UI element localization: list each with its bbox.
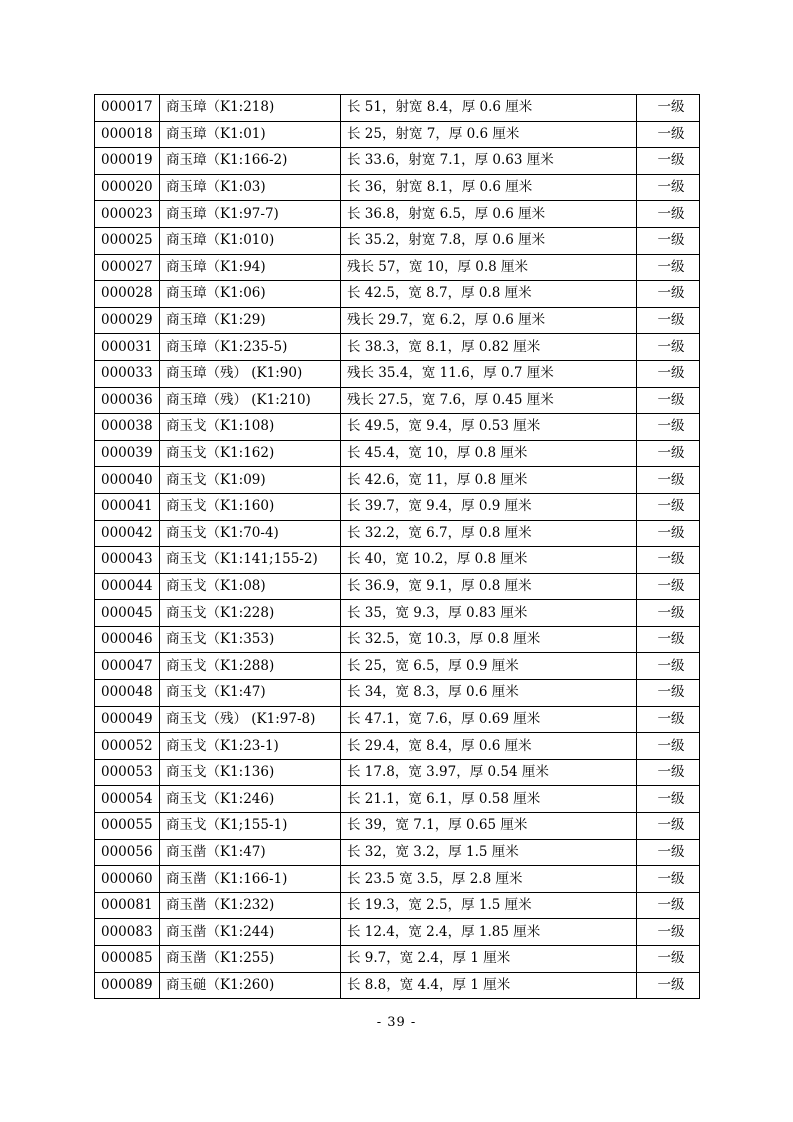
relic-id-cell: 000025 — [95, 227, 160, 254]
relic-name-cell: 商玉凿（K1:166-1) — [160, 866, 341, 893]
relic-name-cell: 商玉璋（K1:03) — [160, 174, 341, 201]
relic-id-cell: 000038 — [95, 414, 160, 441]
relic-name-cell: 商玉戈（K1:141;155-2) — [160, 547, 341, 574]
table-row — [95, 706, 700, 733]
relic-grade-cell: 一级 — [637, 600, 700, 627]
table-row — [95, 653, 700, 680]
relic-id-cell: 000042 — [95, 520, 160, 547]
table-row — [95, 414, 700, 441]
table-row — [95, 227, 700, 254]
relic-grade-cell: 一级 — [637, 148, 700, 175]
relic-id-cell: 000043 — [95, 547, 160, 574]
table-row — [95, 547, 700, 574]
relic-grade-cell: 一级 — [637, 626, 700, 653]
table-row — [95, 972, 700, 999]
relic-name-cell: 商玉戈（K1;155-1) — [160, 813, 341, 840]
relic-size-cell: 长 45.4，宽 10，厚 0.8 厘米 — [341, 440, 637, 467]
relic-id-cell: 000052 — [95, 733, 160, 760]
relic-size-cell: 残长 57，宽 10，厚 0.8 厘米 — [341, 254, 637, 281]
relic-id-cell: 000060 — [95, 866, 160, 893]
relic-size-cell: 长 21.1，宽 6.1，厚 0.58 厘米 — [341, 786, 637, 813]
table-row — [95, 946, 700, 973]
relic-name-cell: 商玉戈（K1:23-1) — [160, 733, 341, 760]
table-row — [95, 440, 700, 467]
table-row — [95, 839, 700, 866]
table-row — [95, 919, 700, 946]
relic-grade-cell: 一级 — [637, 680, 700, 707]
relic-grade-cell: 一级 — [637, 946, 700, 973]
relic-name-cell: 商玉戈（K1:228) — [160, 600, 341, 627]
relic-id-cell: 000031 — [95, 334, 160, 361]
table-row — [95, 174, 700, 201]
relic-name-cell: 商玉璋（K1:218) — [160, 95, 341, 122]
table-body — [95, 95, 700, 999]
table-row — [95, 467, 700, 494]
relic-name-cell: 商玉磓（K1:260) — [160, 972, 341, 999]
relic-grade-cell: 一级 — [637, 972, 700, 999]
relic-id-cell: 000056 — [95, 839, 160, 866]
table-row — [95, 759, 700, 786]
relic-grade-cell: 一级 — [637, 414, 700, 441]
relic-size-cell: 长 35，宽 9.3，厚 0.83 厘米 — [341, 600, 637, 627]
relic-size-cell: 长 35.2，射宽 7.8，厚 0.6 厘米 — [341, 227, 637, 254]
relic-grade-cell: 一级 — [637, 387, 700, 414]
relic-grade-cell: 一级 — [637, 866, 700, 893]
relic-size-cell: 残长 27.5，宽 7.6，厚 0.45 厘米 — [341, 387, 637, 414]
relic-id-cell: 000054 — [95, 786, 160, 813]
relic-size-cell: 长 47.1，宽 7.6，厚 0.69 厘米 — [341, 706, 637, 733]
relic-id-cell: 000048 — [95, 680, 160, 707]
relic-size-cell: 长 42.5，宽 8.7，厚 0.8 厘米 — [341, 281, 637, 308]
relic-grade-cell: 一级 — [637, 839, 700, 866]
relic-name-cell: 商玉戈（K1:288) — [160, 653, 341, 680]
relic-grade-cell: 一级 — [637, 653, 700, 680]
relic-size-cell: 残长 29.7，宽 6.2，厚 0.6 厘米 — [341, 307, 637, 334]
relic-name-cell: 商玉戈（K1:353) — [160, 626, 341, 653]
relic-id-cell: 000081 — [95, 892, 160, 919]
relic-size-cell: 长 9.7，宽 2.4，厚 1 厘米 — [341, 946, 637, 973]
relic-grade-cell: 一级 — [637, 334, 700, 361]
table-row — [95, 95, 700, 122]
relic-name-cell: 商玉戈（K1:108) — [160, 414, 341, 441]
table-row — [95, 866, 700, 893]
relic-name-cell: 商玉凿（K1:244) — [160, 919, 341, 946]
relic-grade-cell: 一级 — [637, 786, 700, 813]
table-row — [95, 680, 700, 707]
relic-id-cell: 000020 — [95, 174, 160, 201]
relic-grade-cell: 一级 — [637, 201, 700, 228]
table-row — [95, 600, 700, 627]
relic-name-cell: 商玉璋（残） (K1:90) — [160, 360, 341, 387]
relic-size-cell: 长 19.3，宽 2.5，厚 1.5 厘米 — [341, 892, 637, 919]
relic-grade-cell: 一级 — [637, 281, 700, 308]
relic-id-cell: 000033 — [95, 360, 160, 387]
relic-size-cell: 长 25，射宽 7，厚 0.6 厘米 — [341, 121, 637, 148]
relic-grade-cell: 一级 — [637, 706, 700, 733]
table-row — [95, 334, 700, 361]
relic-grade-cell: 一级 — [637, 121, 700, 148]
relic-size-cell: 长 49.5，宽 9.4，厚 0.53 厘米 — [341, 414, 637, 441]
relic-size-cell: 长 38.3，宽 8.1，厚 0.82 厘米 — [341, 334, 637, 361]
relic-name-cell: 商玉璋（残） (K1:210) — [160, 387, 341, 414]
relic-id-cell: 000036 — [95, 387, 160, 414]
relic-name-cell: 商玉凿（K1:47) — [160, 839, 341, 866]
table-row — [95, 148, 700, 175]
relic-id-cell: 000047 — [95, 653, 160, 680]
relic-id-cell: 000029 — [95, 307, 160, 334]
table-row — [95, 121, 700, 148]
table-row — [95, 307, 700, 334]
relic-id-cell: 000023 — [95, 201, 160, 228]
relic-grade-cell: 一级 — [637, 227, 700, 254]
relic-id-cell: 000053 — [95, 759, 160, 786]
relic-id-cell: 000039 — [95, 440, 160, 467]
relic-size-cell: 长 8.8，宽 4.4，厚 1 厘米 — [341, 972, 637, 999]
relic-grade-cell: 一级 — [637, 573, 700, 600]
table-row — [95, 520, 700, 547]
relic-id-cell: 000089 — [95, 972, 160, 999]
relic-catalog-table — [94, 94, 700, 999]
relic-name-cell: 商玉璋（K1:06) — [160, 281, 341, 308]
relic-size-cell: 长 29.4，宽 8.4，厚 0.6 厘米 — [341, 733, 637, 760]
relic-name-cell: 商玉戈（K1:09) — [160, 467, 341, 494]
relic-name-cell: 商玉凿（K1:232) — [160, 892, 341, 919]
relic-id-cell: 000017 — [95, 95, 160, 122]
relic-size-cell: 长 34，宽 8.3，厚 0.6 厘米 — [341, 680, 637, 707]
relic-name-cell: 商玉戈（K1:160) — [160, 493, 341, 520]
relic-name-cell: 商玉璋（K1:01) — [160, 121, 341, 148]
table-row — [95, 360, 700, 387]
table-row — [95, 813, 700, 840]
relic-grade-cell: 一级 — [637, 813, 700, 840]
relic-id-cell: 000018 — [95, 121, 160, 148]
relic-grade-cell: 一级 — [637, 467, 700, 494]
relic-name-cell: 商玉戈（K1:136) — [160, 759, 341, 786]
relic-id-cell: 000046 — [95, 626, 160, 653]
relic-size-cell: 长 25，宽 6.5，厚 0.9 厘米 — [341, 653, 637, 680]
table-row — [95, 281, 700, 308]
relic-grade-cell: 一级 — [637, 174, 700, 201]
relic-grade-cell: 一级 — [637, 759, 700, 786]
relic-name-cell: 商玉璋（K1:94) — [160, 254, 341, 281]
relic-name-cell: 商玉戈（K1:08) — [160, 573, 341, 600]
relic-grade-cell: 一级 — [637, 360, 700, 387]
relic-grade-cell: 一级 — [637, 733, 700, 760]
table-row — [95, 493, 700, 520]
table-row — [95, 626, 700, 653]
relic-size-cell: 长 32.2，宽 6.7，厚 0.8 厘米 — [341, 520, 637, 547]
relic-id-cell: 000041 — [95, 493, 160, 520]
relic-grade-cell: 一级 — [637, 547, 700, 574]
table-row — [95, 573, 700, 600]
relic-id-cell: 000019 — [95, 148, 160, 175]
relic-grade-cell: 一级 — [637, 919, 700, 946]
table-row — [95, 254, 700, 281]
relic-name-cell: 商玉戈（K1:70-4) — [160, 520, 341, 547]
relic-size-cell: 长 36.9，宽 9.1，厚 0.8 厘米 — [341, 573, 637, 600]
relic-id-cell: 000049 — [95, 706, 160, 733]
relic-name-cell: 商玉戈（K1:246) — [160, 786, 341, 813]
page-number: - 39 - — [376, 1015, 417, 1030]
relic-grade-cell: 一级 — [637, 307, 700, 334]
relic-size-cell: 长 40，宽 10.2，厚 0.8 厘米 — [341, 547, 637, 574]
relic-name-cell: 商玉戈（K1:47) — [160, 680, 341, 707]
relic-id-cell: 000027 — [95, 254, 160, 281]
relic-id-cell: 000085 — [95, 946, 160, 973]
relic-id-cell: 000028 — [95, 281, 160, 308]
relic-name-cell: 商玉璋（K1:29) — [160, 307, 341, 334]
relic-size-cell: 长 42.6，宽 11，厚 0.8 厘米 — [341, 467, 637, 494]
relic-name-cell: 商玉璋（K1:166-2) — [160, 148, 341, 175]
relic-size-cell: 长 36，射宽 8.1，厚 0.6 厘米 — [341, 174, 637, 201]
relic-size-cell: 长 33.6，射宽 7.1，厚 0.63 厘米 — [341, 148, 637, 175]
table-row — [95, 733, 700, 760]
relic-size-cell: 残长 35.4，宽 11.6，厚 0.7 厘米 — [341, 360, 637, 387]
relic-size-cell: 长 36.8，射宽 6.5，厚 0.6 厘米 — [341, 201, 637, 228]
table-row — [95, 892, 700, 919]
relic-id-cell: 000044 — [95, 573, 160, 600]
relic-grade-cell: 一级 — [637, 493, 700, 520]
relic-name-cell: 商玉璋（K1:010) — [160, 227, 341, 254]
relic-grade-cell: 一级 — [637, 95, 700, 122]
relic-grade-cell: 一级 — [637, 520, 700, 547]
relic-id-cell: 000045 — [95, 600, 160, 627]
relic-size-cell: 长 32，宽 3.2，厚 1.5 厘米 — [341, 839, 637, 866]
relic-grade-cell: 一级 — [637, 892, 700, 919]
relic-size-cell: 长 51，射宽 8.4，厚 0.6 厘米 — [341, 95, 637, 122]
table-row — [95, 201, 700, 228]
relic-name-cell: 商玉璋（K1:97-7) — [160, 201, 341, 228]
relic-name-cell: 商玉凿（K1:255) — [160, 946, 341, 973]
relic-id-cell: 000055 — [95, 813, 160, 840]
relic-size-cell: 长 32.5，宽 10.3，厚 0.8 厘米 — [341, 626, 637, 653]
relic-size-cell: 长 39.7，宽 9.4，厚 0.9 厘米 — [341, 493, 637, 520]
relic-name-cell: 商玉戈（K1:162) — [160, 440, 341, 467]
table-row — [95, 786, 700, 813]
relic-grade-cell: 一级 — [637, 254, 700, 281]
relic-id-cell: 000083 — [95, 919, 160, 946]
table-row — [95, 387, 700, 414]
relic-size-cell: 长 23.5 宽 3.5，厚 2.8 厘米 — [341, 866, 637, 893]
relic-grade-cell: 一级 — [637, 440, 700, 467]
relic-size-cell: 长 17.8，宽 3.97，厚 0.54 厘米 — [341, 759, 637, 786]
relic-size-cell: 长 39，宽 7.1，厚 0.65 厘米 — [341, 813, 637, 840]
relic-name-cell: 商玉璋（K1:235-5) — [160, 334, 341, 361]
relic-id-cell: 000040 — [95, 467, 160, 494]
relic-size-cell: 长 12.4，宽 2.4，厚 1.85 厘米 — [341, 919, 637, 946]
relic-name-cell: 商玉戈（残） (K1:97-8) — [160, 706, 341, 733]
